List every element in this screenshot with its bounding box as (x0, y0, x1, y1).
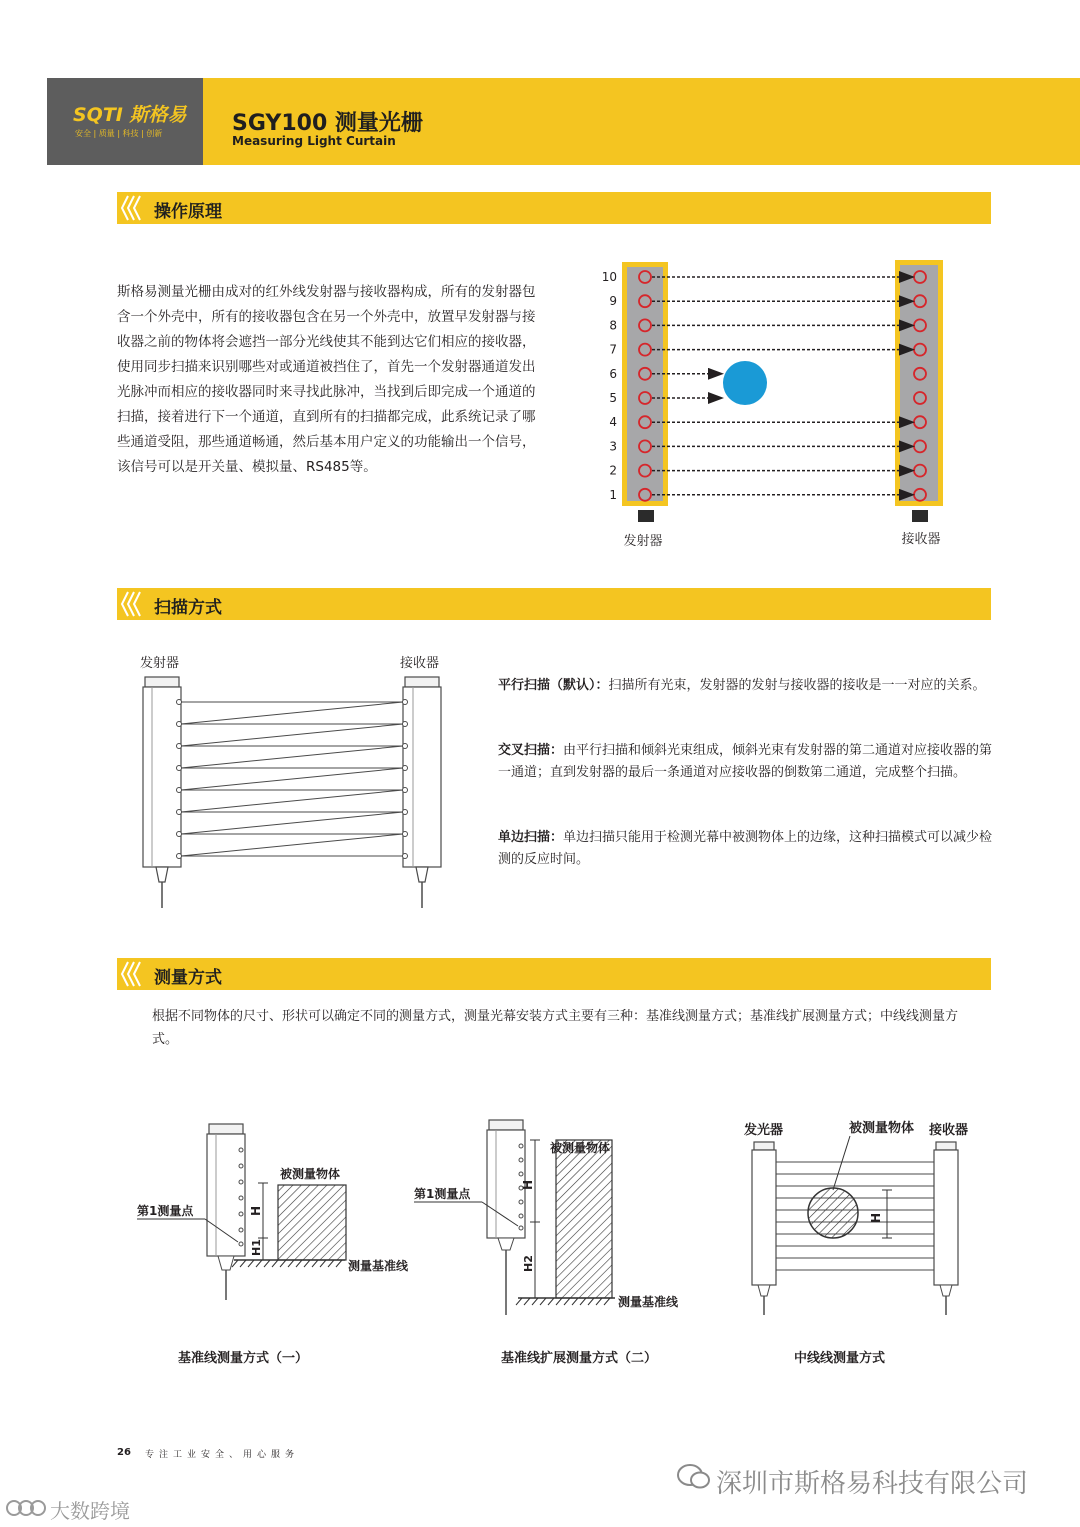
scan-lens (403, 744, 408, 749)
fig2-h2-label: H2 (522, 1255, 535, 1272)
fig3-h-label: H (869, 1212, 883, 1223)
scan-cross-beam (181, 790, 403, 812)
operation-diagram (595, 255, 955, 555)
fig1-object-label: 被测量物体 (280, 1167, 341, 1181)
receiver-connector (912, 510, 928, 522)
watermark-left: 大数跨境 (50, 1499, 130, 1523)
watermark-company: 深圳市斯格易科技有限公司 (716, 1469, 1029, 1499)
channel-number: 3 (609, 439, 617, 454)
stripes-icon (120, 962, 146, 986)
fig1-caption: 基准线测量方式（一） (178, 1351, 309, 1366)
operation-paragraph: 斯格易测量光栅由成对的红外线发射器与接收器构成，所有的发射器包含一个外壳中，所有的接收器包含在另一个外壳中，放置早发射器与接收器之前的物体将会遮挡一部分光线使其不能到达它们相应的接收器，使用同步扫描来识别哪些对或通道被挡住了，首先一个发射器通道发出光脉冲而相应的接收器同时来寻找此脉冲，当找到后即完成一个通道的扫描，接着进行下一个通道，直到所有的扫描都完成，此系统记录了哪些通道受阻，那些通道畅通，然后基本用户定义的功能输出一个信号，该信号可以是开关量、模拟量、RS485等。 (117, 284, 536, 475)
fig2-object-label: 被测量物体 (550, 1141, 611, 1155)
fig3-emitter-label: 发光器 (744, 1123, 784, 1138)
scan-lens (403, 766, 408, 771)
scan-lens (177, 788, 182, 793)
channel-number: 1 (609, 487, 617, 502)
scan-diagram (130, 672, 450, 922)
logo: SQTI 斯格易 (73, 104, 187, 126)
fig2-h-label: H (521, 1179, 535, 1190)
scan-mode-desc: 扫描所有光束，发射器的发射与接收器的接收是一一对应的关系。 (608, 678, 986, 693)
logo-tagline: 安全 | 质量 | 科技 | 创新 (75, 129, 163, 138)
scan-lens (177, 854, 182, 859)
section-title-measure: 测量方式 (154, 968, 222, 988)
blocking-object (723, 361, 767, 405)
fig3-caption: 中线线测量方式 (794, 1351, 886, 1366)
scan-lens (177, 700, 182, 705)
receiver-label: 接收器 (901, 532, 941, 547)
fig2-base-label: 测量基准线 (618, 1295, 679, 1309)
measure-figure-1 (130, 1110, 430, 1366)
section-bar-operation (117, 192, 991, 224)
scan-lens (177, 722, 182, 727)
measure-figure-2 (410, 1110, 710, 1366)
scan-lens (403, 700, 408, 705)
channel-number: 6 (609, 366, 617, 381)
section-bar-measure (117, 958, 991, 990)
stripes-icon (120, 592, 146, 616)
fig3-receiver-label: 接收器 (929, 1123, 969, 1138)
scan-lens (177, 766, 182, 771)
scan-mode-parallel (498, 675, 998, 697)
page-subtitle: Measuring Light Curtain (232, 134, 396, 148)
page-title: SGY100 测量光栅 (232, 111, 423, 136)
measure-paragraph: 根据不同物体的尺寸、形状可以确定不同的测量方式，测量光幕安装方式主要有三种：基准线测量方式；基准线扩展测量方式；中线线测量方式。 (152, 1009, 959, 1047)
page-number: 26 (117, 1447, 131, 1458)
scan-cross-beam (181, 768, 403, 790)
scan-lens (403, 788, 408, 793)
watermark-logo-icon (6, 1497, 46, 1519)
fig3-object-label: 被测量物体 (849, 1121, 915, 1136)
scan-lens (177, 744, 182, 749)
scan-receiver-label: 接收器 (400, 656, 440, 671)
channel-number: 5 (609, 391, 617, 405)
section-title-scan: 扫描方式 (154, 598, 222, 618)
channel-number: 7 (609, 342, 617, 357)
scan-mode-name: 交叉扫描： (498, 743, 564, 758)
header-bar (203, 78, 1080, 165)
fig1-point-label: 第1测量点 (137, 1204, 194, 1218)
scan-lens (403, 832, 408, 837)
scan-mode-cross (498, 740, 998, 784)
scan-mode-desc: 由平行扫描和倾斜光束组成，倾斜光束有发射器的第二通道对应接收器的第一通道；直到发射器的最后一条通道对应接收器的倒数第二通道，完成整个扫描。 (498, 743, 993, 780)
channel-number: 9 (609, 294, 617, 309)
channel-number: 10 (601, 270, 617, 284)
emitter-label: 发射器 (623, 534, 663, 549)
scan-receiver-bar (403, 687, 441, 867)
scan-lens (403, 722, 408, 727)
scan-emitter-bar (143, 687, 181, 867)
fig1-base-label: 测量基准线 (348, 1259, 409, 1273)
scan-lens (403, 854, 408, 859)
scan-lens (177, 810, 182, 815)
fig2-caption: 基准线扩展测量方式（二） (501, 1351, 658, 1366)
fig1-h-label: H (249, 1205, 263, 1216)
channel-number: 8 (609, 318, 617, 333)
scan-lens (177, 832, 182, 837)
section-title-operation: 操作原理 (154, 202, 222, 222)
channel-number: 4 (609, 415, 617, 430)
scan-cross-beam (181, 834, 403, 856)
section-bar-scan (117, 588, 991, 620)
scan-emitter-label: 发射器 (140, 656, 180, 671)
header-logo-block (47, 78, 203, 165)
channel-number: 2 (609, 463, 617, 478)
wechat-icon (676, 1462, 712, 1492)
footer-slogan: 专注工业安全、用心服务 (145, 1450, 300, 1460)
measure-figure-3 (730, 1110, 1030, 1366)
emitter-connector (638, 510, 654, 522)
scan-mode-name: 平行扫描（默认）： (498, 678, 609, 693)
fig1-h1-label: H1 (250, 1239, 263, 1256)
stripes-icon (120, 196, 146, 220)
fig2-point-label: 第1测量点 (414, 1187, 471, 1201)
scan-cross-beam (181, 724, 403, 746)
scan-cross-beam (181, 702, 403, 724)
scan-cross-beam (181, 812, 403, 834)
scan-mode-name: 单边扫描： (498, 830, 564, 845)
scan-mode-single (498, 827, 998, 871)
scan-cross-beam (181, 746, 403, 768)
scan-lens (403, 810, 408, 815)
scan-mode-desc: 单边扫描只能用于检测光幕中被测物体上的边缘，这种扫描模式可以减少检测的反应时间。 (498, 830, 993, 867)
